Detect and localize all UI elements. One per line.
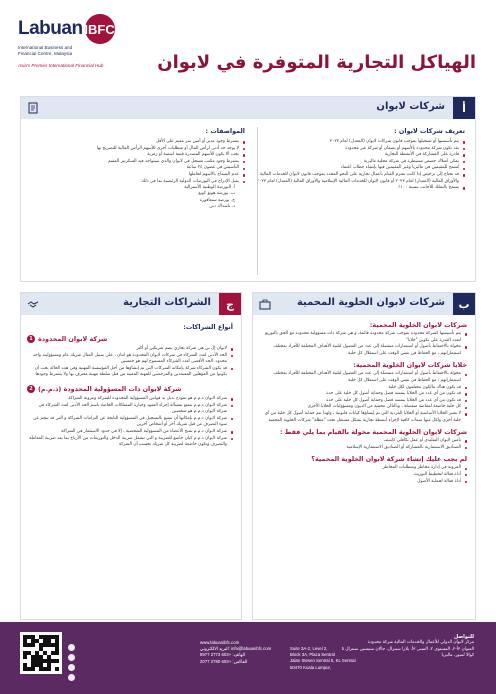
- email-label: البريد الالكتروني:: [200, 646, 232, 652]
- address-line: Jalan Stesen Sentral 5, KL Sentral: [290, 658, 356, 664]
- section-a-title: شركات لابوان: [376, 101, 445, 112]
- b4-list: [259, 465, 467, 485]
- specs-column: [33, 127, 245, 210]
- list-item: يجب ألا يكون للأسهم المصدرة قيمة اسمية أو رمزية: [33, 152, 245, 159]
- definition-list: [250, 139, 465, 192]
- list-item: أداة فعالة لتخطيط التوريث: [259, 472, 467, 479]
- phone-label: الهاتف:: [231, 652, 246, 658]
- list-item: يسمح بالتملك للأجانب بنسبة ١٠٠٪: [250, 185, 465, 192]
- email-link[interactable]: info@labuanibfc.com: [231, 646, 272, 652]
- briefcase-icon: [259, 298, 271, 310]
- qr-cell: [55, 667, 59, 671]
- logo-sub-2: Financial Centre, Malaysia: [18, 51, 73, 57]
- list-item: يُسمح للمقيمين في ماليزيا وغير المقيمين فيها بإنشاء خطاب اعتماد: [250, 165, 465, 172]
- b3-list: [259, 438, 467, 451]
- exchange-item: ج. بورصة سنغافورة: [199, 197, 235, 203]
- p2-heading-row: [27, 385, 233, 393]
- handshake-icon: [27, 298, 39, 310]
- section-b-title: شركات لابوان الخلوية المحمية: [296, 297, 445, 308]
- b3-heading: شركات لابوان الخلوية المحمية مخولة بالقيام بما يلي فقط :: [279, 428, 467, 437]
- social-icon[interactable]: [68, 664, 75, 671]
- address-line: Block 3A, Plaza Sentral: [290, 652, 335, 658]
- footer-contact: [200, 640, 271, 665]
- list-item: التأسيس في غضون ٢٤ ساعة: [33, 165, 245, 172]
- list-item: قد تكون من أي عدد من الخلايا بنفسه فصل وحماية أصول كل خلية على حدة: [259, 398, 467, 405]
- labuan-ibfc-logo: [18, 14, 148, 74]
- list-item: أداة فعالة لحماية الأصول: [259, 479, 467, 486]
- section-c-body: [27, 323, 233, 449]
- website-link[interactable]: www.labuanibfc.com: [200, 640, 240, 645]
- section-b-card: [252, 292, 476, 620]
- address-line: 50470 Kuala Lumpur,: [290, 664, 331, 670]
- section-c-letter: ج: [219, 293, 241, 315]
- social-icon[interactable]: [68, 654, 75, 661]
- section-a-letter: أ: [453, 97, 475, 119]
- list-item: قد تكون من أي عدد من الخلايا بنفسه فصل وحماية أصول كل خلية على حدة: [259, 391, 467, 398]
- b2-list: [259, 371, 467, 424]
- fax-value: +603 2780 2077: [200, 658, 232, 664]
- list-item: يشترط وجود مكتب مسجل في لابوان والذي سيتواجد فيه السكرتير المقيم: [33, 159, 245, 166]
- qr-grid: [23, 635, 59, 671]
- section-c-header: [21, 293, 241, 315]
- list-item: الصناديق الاستثمارية بالمشاركة أو الصناديق الاستثمارية الإسلامية: [259, 445, 467, 452]
- list-item: شركة لابوان ذ.م.م تتمتع بمسألة إجراء العقود وحيازة الممتلكات الخاصة باسم الحد الأدنى لعدد الشركاء في شركة لابوان ذ.م.م هو شخصين: [27, 403, 233, 416]
- list-item: يتم تأسيسها أو تسجيلها بموجب قانون شركات لابوان (المعدل) لعام ٢٠٢٣: [250, 139, 465, 146]
- p1-number-badge: 1: [27, 335, 35, 343]
- list-item: عدم السماح بالأسهم لحاملها: [33, 172, 245, 179]
- fax-row: [200, 659, 271, 665]
- exchange-item: ب. بورصة هونغ كونغ: [198, 191, 235, 197]
- section-c-title: الشراكات التجارية: [123, 297, 211, 308]
- section-b-body: [259, 321, 467, 485]
- definition-heading: تعريف شركات لابوان :: [394, 127, 465, 135]
- p1-heading-row: [27, 335, 233, 343]
- exchange-item: د. ناسداك دبي: [209, 204, 235, 210]
- b1-list: [259, 331, 467, 357]
- section-a-header: [21, 97, 475, 119]
- list-item: يشترط وجود مدير أو أمين سر مقيم على الأقل: [33, 139, 245, 146]
- page-title: الهياكل التجارية المتوفرة في لابوان: [157, 52, 476, 73]
- types-heading: أنواع الشراكات:: [183, 323, 233, 331]
- list-item: يمكن امتلاك حصص مسيطرة في شركة محلية ماليزية: [250, 159, 465, 166]
- definition-column: [250, 127, 465, 192]
- list-item: لابوان إل بي هي شركة تجاري يضم شريكين أو أكثر: [27, 346, 233, 353]
- qr-code-icon[interactable]: [20, 632, 62, 674]
- b2-heading: خلايا شركات لابوان الخلوية المحمية:: [353, 361, 467, 370]
- section-b-letter: ب: [453, 293, 475, 315]
- list-item: يقد تكون شركة محدودة بالأسهم أو بضمان أو شركة غير محدودة: [250, 146, 465, 153]
- exchange-item: أ. البورصة الوطنية الأسترالية: [184, 185, 235, 191]
- footer-address-ar: [334, 634, 474, 659]
- list-item: قادرة على المشاركة في الأنشطة التجارية: [250, 152, 465, 159]
- list-item: الحد الأدنى لعدد الشركاء في شركات لابوان المحدودة هو اثنان ، على سبيل المثال شريك عام ومسؤوليته واحد محدود. الحد الأقصى لعدد الشركاء المسموح لهم هو خمسين: [27, 353, 233, 366]
- list-item: شركة لابوان ذ.م.م هو نموذج بديل به قوانين المسؤولية المحدودة للشركة ومرونة الشراكة: [27, 396, 233, 403]
- list-item: مخولة بالاحتفاظ بأصول أو استثمارات منفصلة إلى عدد من الفصول لتلبية الأهداف المختلفة للأفراد بمختلف استثماراتهم ، مع الحفاظ في نفس الوقت على استقلال كل خلية: [259, 344, 467, 357]
- p2-list: [27, 396, 233, 449]
- list-item: شركة لابوان ذ.م.م تمنح الأعضاء من المسؤولية الشخصية ، إلا في حدود الاستثمار في الشراكة: [27, 429, 233, 436]
- document-icon: [27, 102, 39, 114]
- logo-mark: IBFC: [85, 14, 115, 44]
- social-icon[interactable]: [68, 644, 75, 651]
- column-divider: [257, 127, 258, 275]
- specs-list: [33, 139, 245, 185]
- logo-tagline: Asia's Premier International Financial Hub: [18, 62, 104, 68]
- address-line: مركز لابوان الدولي للأعمال والخدمات المالية شركة محدودة: [367, 640, 474, 646]
- list-item: كل خلية خاضعة لمقاصة منفصلة ، وبالتالي محمية من الديون ومسؤوليات الخلايا الأخرى: [259, 404, 467, 411]
- address-line: كوالا لمبور، ماليزيا: [441, 652, 474, 658]
- list-item: يقبل الإدراج في البورصات الدولية الرئيسية بما في ذلك:: [33, 179, 245, 186]
- section-b-header: [253, 293, 475, 315]
- section-a-card: [20, 96, 476, 282]
- p1-heading: شركة لابوان المحدودة: [38, 335, 108, 343]
- p1-list: [27, 346, 233, 379]
- address-line: Suite 3A-2, Level 2,: [290, 646, 328, 651]
- list-item: المرونة في إدارة مخاطر ومتطلبات المخاطر: [259, 465, 467, 472]
- p2-heading: شركة لابوان ذات المسؤولية المحدودة (ذ.م.م): [38, 384, 182, 393]
- list-item: لا تعتبر الخلايا الأساسية أو الخلايا الفردية التي تم إنشاؤها كيانات قانونية ، ولهذا تتم حماية أصول كل خلية من أي خلية أخرى ولكل منها سمات كافية لإجراء أنشطة تجارية بشكل مستقل تحت "مظلة" شركات الخلوية المحمية: [259, 411, 467, 424]
- exchanges-list: [33, 185, 245, 210]
- b1-heading: شركات لابوان الخلوية المحمية:: [369, 321, 467, 329]
- phone-value: +603 2773 8977: [200, 652, 232, 658]
- list-item: شركة لابوان ذ.م.م بإمكانها أن تتسع بالتسجيل في المسؤولية الناتجة عن التزامات الشراكة و التي قد تنجم عن سوء التصرف من قبل شريك آخر أو أشخاص آخرين: [27, 416, 233, 429]
- section-c-card: [20, 292, 242, 620]
- list-item: تأمين لابوان التقليدي أو عمل تكافلي كابتيف: [259, 438, 467, 445]
- b4-heading: لم يجب عليك إنشاء شركة لابوان الخلوية المحمية؟: [311, 455, 467, 464]
- social-icon[interactable]: [68, 674, 75, 681]
- logo-sub-1: International Business and: [18, 45, 73, 50]
- address-heading: للتواصل: [453, 634, 474, 640]
- list-item: لا يوجد حد أدنى لرأس المال أو متطلبات أخرى للأسهم الرأس المالية للتصريح بها: [33, 146, 245, 153]
- fax-label: الفاكس:: [231, 658, 248, 664]
- footer: [0, 622, 496, 694]
- specs-heading: المواصفات :: [205, 127, 245, 135]
- logo-word: Labuan: [18, 18, 83, 39]
- address-line: العنوان ٣أ-٢، المستوى ٢، المبنى ٣أ، بلازا سنترال، جالان ستيسين سنترال ٥: [341, 646, 474, 652]
- list-item: مخولة بالاحتفاظ بأصول أو استثمارات منفصلة إلى عدد من الفصول لتلبية الأهداف المختلفة للأفراد بمختلف استثماراتهم ، مع الحفاظ في نفس الوقت على استقلال كل خلية: [259, 371, 467, 384]
- list-item: يتم تأسيسها كشركة محدودة بموجب شركة محدودة قائمة، و هي شركة ذات مسؤولية محدودة مع الحق بالتوزيع لتعدد القدرة على تكوين "خلايا": [259, 331, 467, 344]
- list-item: قد تحتاج إلى ترخيص إذا كانت تعتزم القيام بأعمال تجارية على النحو المحدد بموجب قانون لابوان للخدمات المالية والأوراق المالية (المعدل) لعام ٢٠٢٣ أو قانون لابوان للخدمات المالية الإسلامية والأوراق المالية (المعدل) لعام ٢٠٢٣: [250, 172, 465, 185]
- list-item: قد يكون هناك مالكون مختلفون لكل خلية: [259, 385, 467, 392]
- p2-number-badge: 2: [27, 385, 35, 393]
- list-item: شركة لابوان ذ.م.م كيان خاضع للضريبة و التي تشمل ضريبة الدخل والتوزيعات من الأرباح بما يعد ضريبة المعاملة والتصرف وتكون خاضعة لضريبة كل شريك بحسب أن الشركة: [27, 436, 233, 449]
- list-item: قد يكون الشركاء شركة بإمكانه الشركات التي تم إنشاؤها من أجل المؤسسة المهنية وفي هذه الحالة يجب أن يكونوا من المؤهلين المعتمدين والمرخصين للمهنة المعنية من قبل سلطة مهنية معترف بها ولا يشترط وجودها: [27, 366, 233, 379]
- social-icons: [68, 644, 75, 681]
